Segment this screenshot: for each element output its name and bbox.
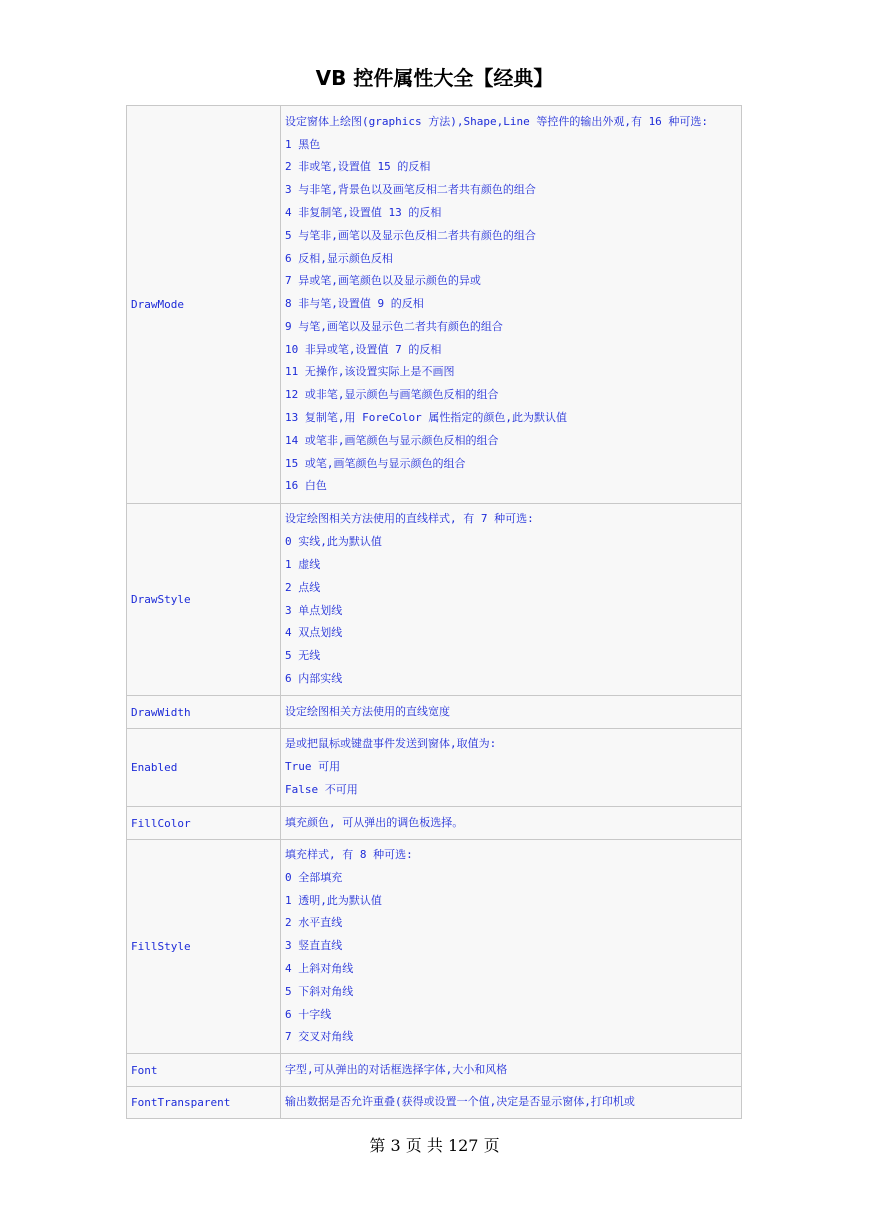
property-name: Enabled	[127, 729, 281, 807]
property-description	[281, 729, 742, 807]
description-line: 13 复制笔,用 ForeColor 属性指定的颜色,此为默认值	[285, 411, 567, 425]
description-line: 1 虚线	[285, 557, 321, 571]
table-row	[127, 1054, 742, 1087]
description-line: 字型,可从弹出的对话框选择字体,大小和风格	[285, 1062, 508, 1076]
page-title: VB 控件属性大全【经典】	[315, 66, 554, 90]
description-line: 1 黑色	[285, 137, 321, 151]
description-line: 1 透明,此为默认值	[285, 893, 382, 907]
description-line: 5 下斜对角线	[285, 984, 354, 998]
table-row	[127, 696, 742, 729]
description-line: 12 或非笔,显示颜色与画笔颜色反相的组合	[285, 388, 499, 402]
description-line: 6 内部实线	[285, 671, 343, 685]
description-line: 16 白色	[285, 479, 327, 493]
description-line: 2 水平直线	[285, 916, 343, 930]
description-line: 输出数据是否允许重叠(获得或设置一个值,决定是否显示窗体,打印机或	[285, 1095, 635, 1109]
description-line: 设定窗体上绘图(graphics 方法),Shape,Line 等控件的输出外观,有 16 种可选:	[285, 114, 709, 128]
description-line: 设定绘图相关方法使用的直线样式, 有 7 种可选:	[285, 512, 534, 526]
property-description	[281, 1087, 742, 1119]
description-line: 4 非复制笔,设置值 13 的反相	[285, 205, 442, 219]
property-name: DrawMode	[127, 106, 281, 504]
property-description	[281, 504, 742, 696]
property-name: FillStyle	[127, 840, 281, 1054]
description-line: 6 反相,显示颜色反相	[285, 251, 393, 265]
table-row	[127, 729, 742, 807]
property-description	[281, 696, 742, 729]
description-line: 9 与笔,画笔以及显示色二者共有颜色的组合	[285, 319, 503, 333]
description-line: 10 非异或笔,设置值 7 的反相	[285, 342, 442, 356]
description-line: 2 非或笔,设置值 15 的反相	[285, 160, 431, 174]
description-line: 0 实线,此为默认值	[285, 535, 382, 549]
table-row	[127, 840, 742, 1054]
description-line: 5 与笔非,画笔以及显示色反相二者共有颜色的组合	[285, 228, 536, 242]
property-name: FillColor	[127, 807, 281, 840]
property-description	[281, 106, 742, 504]
table-row	[127, 106, 742, 504]
description-line: 3 单点划线	[285, 603, 343, 617]
description-line: True 可用	[285, 760, 341, 774]
property-name: FontTransparent	[127, 1087, 281, 1119]
properties-table-body	[127, 106, 742, 1119]
property-description	[281, 840, 742, 1054]
property-name: DrawWidth	[127, 696, 281, 729]
property-name: Font	[127, 1054, 281, 1087]
property-description	[281, 807, 742, 840]
property-name: DrawStyle	[127, 504, 281, 696]
description-line: 填充颜色, 可从弹出的调色板选择。	[285, 815, 464, 829]
description-line: 是或把鼠标或键盘事件发送到窗体,取值为:	[285, 737, 497, 751]
description-line: 4 双点划线	[285, 626, 343, 640]
description-line: 2 点线	[285, 580, 321, 594]
description-line: 5 无线	[285, 649, 321, 663]
description-line: 14 或笔非,画笔颜色与显示颜色反相的组合	[285, 433, 499, 447]
table-row	[127, 807, 742, 840]
table-row	[127, 504, 742, 696]
description-line: 6 十字线	[285, 1007, 332, 1021]
description-line: 3 竖直直线	[285, 939, 343, 953]
description-line: 15 或笔,画笔颜色与显示颜色的组合	[285, 456, 466, 470]
description-line: 设定绘图相关方法使用的直线宽度	[285, 704, 450, 718]
properties-table	[126, 105, 742, 1119]
description-line: 7 交叉对角线	[285, 1030, 354, 1044]
description-line: 填充样式, 有 8 种可选:	[285, 848, 413, 861]
description-line: 7 异或笔,画笔颜色以及显示颜色的异或	[285, 274, 481, 288]
description-line: False 不可用	[285, 782, 358, 796]
description-line: 11 无操作,该设置实际上是不画图	[285, 365, 455, 379]
table-row	[127, 1087, 742, 1119]
page-footer: 第 3 页 共 127 页	[369, 1136, 500, 1155]
property-description	[281, 1054, 742, 1087]
description-line: 0 全部填充	[285, 870, 343, 884]
description-line: 8 非与笔,设置值 9 的反相	[285, 297, 424, 311]
description-line: 3 与非笔,背景色以及画笔反相二者共有颜色的组合	[285, 183, 536, 197]
description-line: 4 上斜对角线	[285, 961, 354, 975]
